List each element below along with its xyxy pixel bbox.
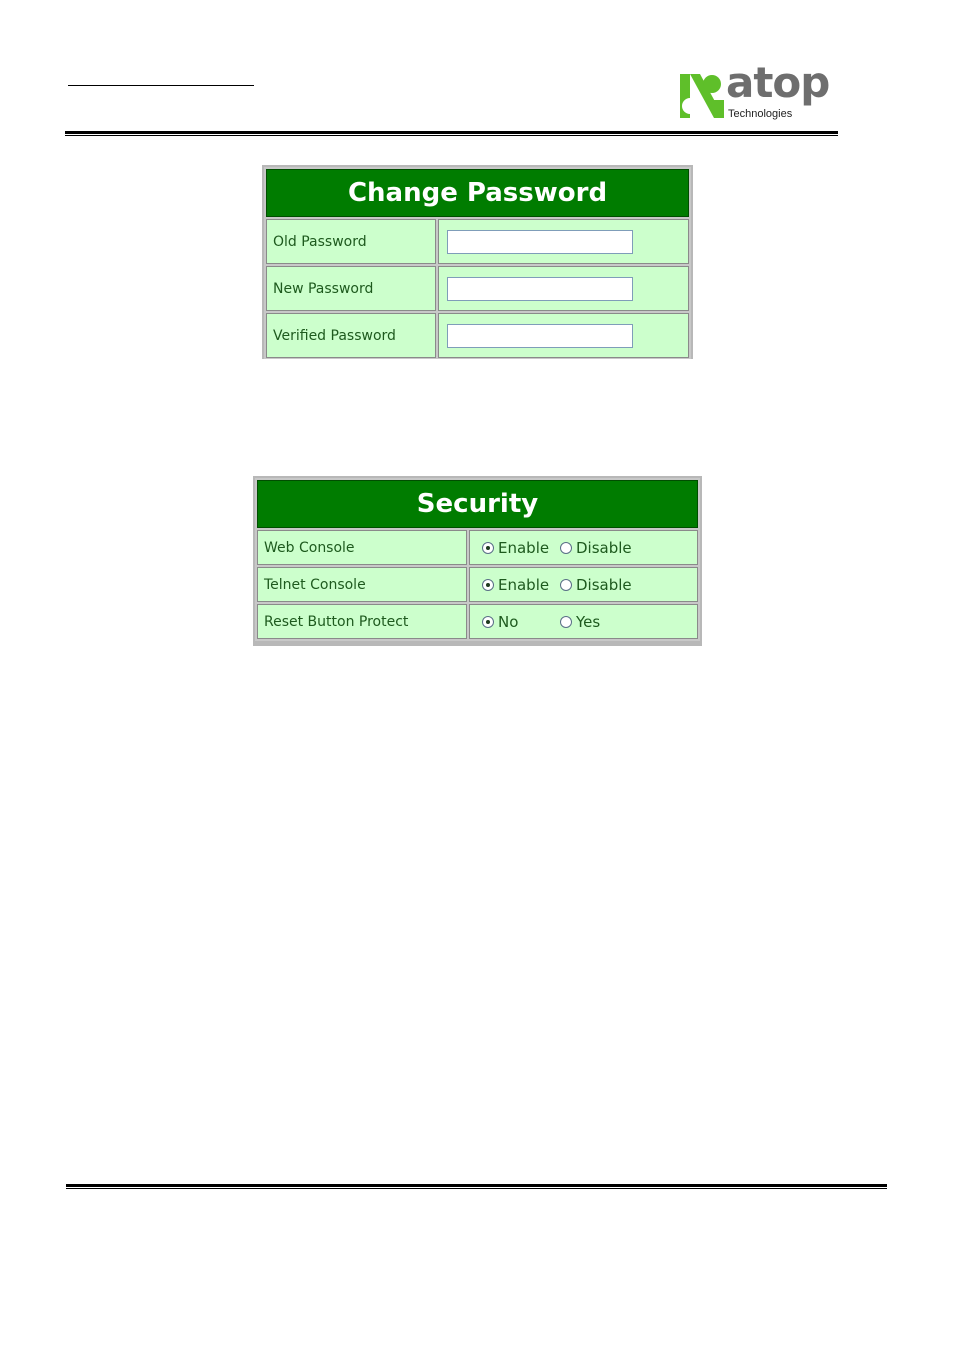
verified-password-label: Verified Password (266, 313, 436, 358)
telnet-console-label: Telnet Console (257, 567, 467, 602)
security-table (255, 478, 700, 641)
reset-button-protect-options (469, 604, 698, 639)
reset-button-protect-no-option[interactable] (482, 613, 560, 631)
new-password-input[interactable] (447, 277, 633, 301)
logo-word: atop (726, 58, 830, 107)
telnet-console-disable-label: Disable (576, 575, 632, 594)
change-password-panel (262, 165, 693, 359)
web-console-disable-radio[interactable] (560, 542, 572, 554)
reset-button-protect-yes-option[interactable] (560, 613, 600, 631)
web-console-disable-label: Disable (576, 538, 632, 557)
security-panel (253, 476, 702, 646)
web-console-label: Web Console (257, 530, 467, 565)
reset-button-protect-yes-label: Yes (576, 612, 601, 631)
telnet-console-disable-radio[interactable] (560, 579, 572, 591)
header-short-line (68, 85, 254, 86)
telnet-console-enable-radio[interactable] (482, 579, 494, 591)
reset-button-protect-radio-group (482, 613, 691, 631)
header-rule (65, 131, 838, 134)
reset-button-protect-yes-radio[interactable] (560, 616, 572, 628)
footer-rule (66, 1184, 887, 1187)
web-console-enable-radio[interactable] (482, 542, 494, 554)
web-console-options (469, 530, 698, 565)
atop-logo (678, 58, 838, 122)
footer-rule-thin (66, 1188, 887, 1189)
telnet-console-disable-option[interactable] (560, 576, 632, 594)
new-password-label: New Password (266, 266, 436, 311)
telnet-console-enable-option[interactable] (482, 576, 560, 594)
telnet-console-radio-group (482, 576, 691, 594)
verified-password-cell (438, 313, 689, 358)
verified-password-input[interactable] (447, 324, 633, 348)
change-password-title: Change Password (266, 169, 689, 217)
logo-subtitle: Technologies (728, 108, 793, 120)
old-password-input[interactable] (447, 230, 633, 254)
security-title: Security (257, 480, 698, 528)
old-password-cell (438, 219, 689, 264)
change-password-table (264, 167, 691, 359)
web-console-enable-option[interactable] (482, 539, 560, 557)
web-console-enable-label: Enable (498, 538, 550, 557)
reset-button-protect-label: Reset Button Protect (257, 604, 467, 639)
header-rule-thin (65, 135, 838, 136)
web-console-disable-option[interactable] (560, 539, 632, 557)
new-password-cell (438, 266, 689, 311)
telnet-console-enable-label: Enable (498, 575, 550, 594)
web-console-radio-group (482, 539, 691, 557)
reset-button-protect-no-label: No (498, 612, 519, 631)
telnet-console-options (469, 567, 698, 602)
old-password-label: Old Password (266, 219, 436, 264)
reset-button-protect-no-radio[interactable] (482, 616, 494, 628)
logo-mark-icon (678, 70, 726, 122)
